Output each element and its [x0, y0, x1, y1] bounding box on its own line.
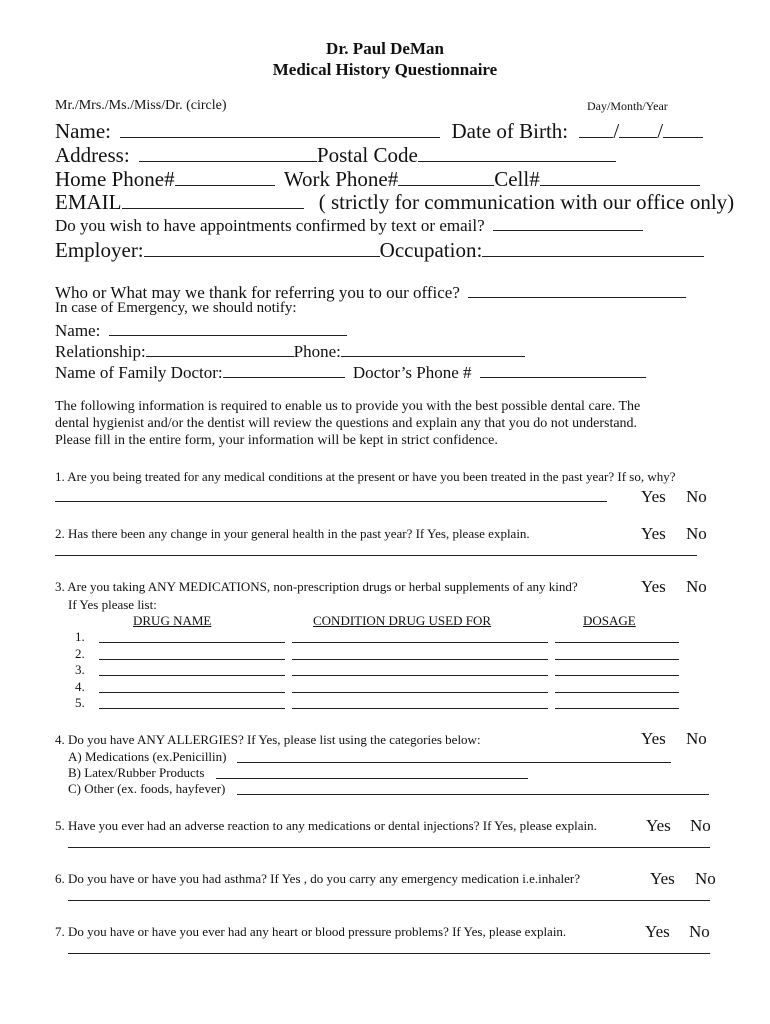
cell-label: Cell#	[494, 166, 540, 191]
med-drug-field[interactable]	[99, 692, 285, 693]
emergency-intro: In case of Emergency, we should notify:	[55, 300, 297, 316]
employer-row	[55, 236, 704, 261]
allergy-latex-label: B) Latex/Rubber Products	[68, 765, 205, 780]
drug-name-header: DRUG NAME	[133, 613, 212, 628]
work-phone-field[interactable]	[398, 165, 494, 186]
dosage-header: DOSAGE	[583, 613, 636, 628]
question-7-yes[interactable]: Yes	[645, 922, 670, 941]
question-2: 2. Has there been any change in your general health in the past year? If Yes, please explain.	[55, 526, 530, 541]
med-condition-field[interactable]	[292, 675, 548, 676]
question-3-yes[interactable]: Yes	[641, 577, 666, 596]
question-6-no[interactable]: No	[695, 869, 716, 888]
med-dosage-field[interactable]	[555, 659, 679, 660]
intro-line-1: The following information is required to enable us to provide you with the best possible dental care. The	[55, 399, 641, 414]
email-row	[55, 188, 734, 213]
referral-row	[55, 281, 686, 301]
emergency-name-label: Name:	[55, 321, 101, 341]
cell-field[interactable]	[540, 165, 700, 186]
med-dosage-field[interactable]	[555, 708, 679, 709]
allergy-medications-label: A) Medications (ex.Penicillin)	[68, 749, 227, 764]
emergency-name-row	[55, 319, 347, 339]
med-drug-field[interactable]	[99, 675, 285, 676]
question-1: 1. Are you being treated for any medical conditions at the present or have you been treated in the past year? If so, why?	[55, 469, 676, 484]
med-condition-field[interactable]	[292, 659, 548, 660]
med-dosage-field[interactable]	[555, 692, 679, 693]
allergy-latex-field[interactable]	[216, 778, 528, 779]
dob-day-field[interactable]	[579, 117, 613, 138]
med-row-number: 3.	[75, 662, 85, 677]
address-label: Address:	[55, 142, 130, 167]
dob-year-field[interactable]	[663, 117, 703, 138]
question-5-yes[interactable]: Yes	[646, 816, 671, 835]
med-row-number: 4.	[75, 679, 85, 694]
question-2-answer-line[interactable]	[55, 555, 697, 556]
question-4: 4. Do you have ANY ALLERGIES? If Yes, please list using the categories below:	[55, 732, 481, 747]
question-7: 7. Do you have or have you ever had any heart or blood pressure problems? If Yes, please explain.	[55, 924, 567, 939]
med-dosage-field[interactable]	[555, 642, 679, 643]
name-label: Name:	[55, 118, 111, 143]
question-7-answer-line[interactable]	[68, 953, 710, 954]
family-doctor-row	[55, 361, 646, 381]
address-field[interactable]	[139, 141, 317, 162]
work-phone-label: Work Phone#	[283, 166, 399, 191]
question-4-yes[interactable]: Yes	[641, 729, 666, 748]
referral-question: Who or What may we thank for referring you to our office?	[55, 283, 460, 303]
med-row-number: 1.	[75, 629, 85, 644]
med-dosage-field[interactable]	[555, 675, 679, 676]
intro-line-2: dental hygienist and/or the dentist will review the questions and explain any that you do not understand.	[55, 416, 638, 431]
relationship-row	[55, 340, 525, 360]
address-row	[55, 141, 616, 166]
intro-line-3: Please fill in the entire form, your information will be kept in strict confidence.	[55, 433, 498, 448]
family-doctor-field[interactable]	[223, 361, 345, 378]
question-6-yes[interactable]: Yes	[650, 869, 675, 888]
condition-header: CONDITION DRUG USED FOR	[313, 613, 492, 628]
home-phone-field[interactable]	[175, 165, 275, 186]
allergy-other-field[interactable]	[237, 794, 709, 795]
dob-label: Date of Birth:	[451, 118, 569, 143]
allergy-medications-field[interactable]	[237, 762, 671, 763]
med-condition-field[interactable]	[292, 708, 548, 709]
email-field[interactable]	[122, 188, 304, 209]
name-field[interactable]	[120, 117, 440, 138]
phone-row	[55, 165, 700, 190]
relationship-field[interactable]	[146, 340, 294, 357]
med-drug-field[interactable]	[99, 708, 285, 709]
confirm-field[interactable]	[493, 214, 643, 231]
relationship-label: Relationship:	[55, 342, 146, 362]
family-doctor-label: Name of Family Doctor:	[55, 363, 223, 383]
occupation-field[interactable]	[482, 236, 704, 257]
postal-code-label: Postal Code	[316, 142, 418, 167]
referral-field[interactable]	[468, 281, 686, 298]
emergency-name-field[interactable]	[109, 319, 347, 336]
email-label: EMAIL	[55, 189, 122, 214]
home-phone-label: Home Phone#	[55, 166, 175, 191]
question-6: 6. Do you have or have you had asthma? If Yes , do you carry any emergency medication i.e.inhaler?	[55, 871, 581, 886]
salutation-options[interactable]: Mr./Mrs./Ms./Miss/Dr. (circle)	[55, 98, 227, 113]
question-5-answer-line[interactable]	[68, 847, 710, 848]
dob-format-hint: Day/Month/Year	[587, 99, 668, 113]
confirm-row	[55, 214, 643, 234]
doctor-phone-label: Doctor’s Phone #	[352, 363, 472, 383]
question-2-no[interactable]: No	[686, 524, 707, 543]
med-condition-field[interactable]	[292, 692, 548, 693]
confirm-question: Do you wish to have appointments confirmed by text or email?	[55, 216, 485, 236]
dob-slash: /	[657, 118, 664, 143]
postal-code-field[interactable]	[418, 141, 616, 162]
employer-field[interactable]	[144, 236, 380, 257]
form-title: Medical History Questionnaire	[272, 60, 498, 79]
med-drug-field[interactable]	[99, 642, 285, 643]
question-1-answer-line[interactable]	[55, 501, 607, 502]
employer-label: Employer:	[55, 237, 144, 262]
name-row	[55, 117, 703, 142]
question-7-no[interactable]: No	[689, 922, 710, 941]
question-5-no[interactable]: No	[690, 816, 711, 835]
question-5: 5. Have you ever had an adverse reaction to any medications or dental injections? If Yes, please explain.	[55, 818, 597, 833]
question-3: 3. Are you taking ANY MEDICATIONS, non-prescription drugs or herbal supplements of any kind?	[55, 579, 578, 594]
occupation-label: Occupation:	[379, 237, 483, 262]
doctor-name: Dr. Paul DeMan	[326, 39, 444, 58]
dob-slash: /	[613, 118, 620, 143]
med-row-number: 5.	[75, 695, 85, 710]
emergency-phone-label: Phone:	[293, 342, 341, 362]
question-6-answer-line[interactable]	[68, 900, 710, 901]
question-1-yes[interactable]: Yes	[641, 487, 666, 506]
med-row-number: 2.	[75, 646, 85, 661]
email-note: ( strictly for communication with our office only)	[318, 189, 735, 214]
question-2-yes[interactable]: Yes	[641, 524, 666, 543]
question-3-sub: If Yes please list:	[68, 597, 157, 612]
question-4-no[interactable]: No	[686, 729, 707, 748]
question-3-no[interactable]: No	[686, 577, 707, 596]
doctor-phone-field[interactable]	[480, 361, 646, 378]
med-drug-field[interactable]	[99, 659, 285, 660]
med-condition-field[interactable]	[292, 642, 548, 643]
emergency-phone-field[interactable]	[341, 340, 525, 357]
allergy-other-label: C) Other (ex. foods, hayfever)	[68, 781, 226, 796]
question-1-no[interactable]: No	[686, 487, 707, 506]
dob-month-field[interactable]	[619, 117, 657, 138]
